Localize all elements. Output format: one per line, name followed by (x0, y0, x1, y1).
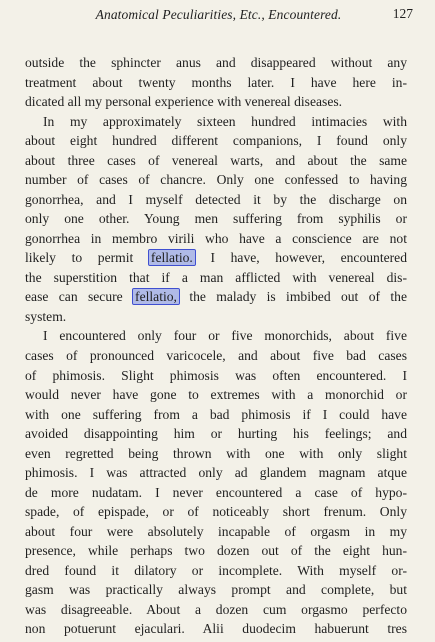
text-line: even regretted being thrown with one with only slight (25, 445, 407, 461)
text-line: treatment about twenty months later. I have here in- (25, 74, 407, 90)
text-line: gonorrhea, and I myself detected it by the discharge on (25, 191, 407, 207)
text-line: presence, while perhaps two dozen out of the eight hun- (25, 543, 407, 559)
text-line: about three cases of venereal warts, and about the same (25, 152, 407, 168)
text-line: about four were absolutely incapable of orgasm in my (25, 523, 407, 539)
text-line: non potuerunt ejaculari. Alii duodecim habuerunt tres (25, 621, 407, 637)
text-fragment: likely to permit (25, 250, 134, 266)
page-number: 127 (392, 6, 413, 21)
text-line: was disagreeable. About a dozen cum orgasmo perfecto (25, 601, 407, 617)
body-text (25, 53, 407, 639)
text-line: the superstition that if a man afflicted with venereal dis- (25, 269, 407, 285)
text-line: de more nudatam. I never encountered a case of hypo- (25, 484, 407, 500)
text-line: of phimosis. Slight phimosis was often encountered. I (25, 367, 407, 383)
text-line: gasm was practically always prompt and complete, but (25, 582, 407, 598)
highlighted-word[interactable]: fellatio, (135, 289, 177, 305)
text-line: dicated all my personal experience with venereal diseases. (25, 94, 343, 110)
text-line: with one suffering from a bad phimosis if I could have (25, 406, 407, 422)
text-line: phimosis. I was attracted only ad glandem magnam atque (25, 465, 407, 481)
text-line: outside the sphincter anus and disappeared without any (25, 55, 407, 70)
text-line: I encountered only four or five monorchids, about five (43, 328, 407, 344)
text-line: about eight hundred different companions, I found only (25, 133, 407, 149)
running-header (24, 4, 413, 26)
text-line: dred found it dilatory or incomplete. With myself or- (25, 562, 407, 578)
text-fragment: I have, however, encountered (210, 250, 408, 266)
text-line: only one other. Young men suffering from syphilis or (25, 211, 407, 227)
header-title: Anatomical Peculiarities, Etc., Encountered. (95, 7, 342, 22)
highlighted-word[interactable]: fellatio. (150, 250, 193, 266)
text-line: gonorrhea in membro virili who have a conscience are not (25, 230, 407, 246)
text-line: avoided disappointing him or hurting his feelings; and (25, 426, 407, 442)
text-line: cases of pronounced varicocele, and about five bad cases (25, 347, 407, 363)
text-line: number of cases of chancre. Only one confessed to having (25, 172, 407, 188)
text-line-with-highlight (25, 248, 407, 268)
text-line: In my approximately sixteen hundred intimacies with (43, 113, 407, 129)
text-line: spade, of epispade, or of noticeably short frenum. Only (25, 504, 407, 520)
text-line: system. (25, 308, 67, 324)
text-line-with-highlight (25, 287, 407, 307)
text-line: would never have gone to extremes with a monorchid or (25, 387, 407, 403)
text-fragment: ease can secure (25, 289, 123, 305)
text-fragment: the malady is imbibed out of the (189, 289, 407, 305)
